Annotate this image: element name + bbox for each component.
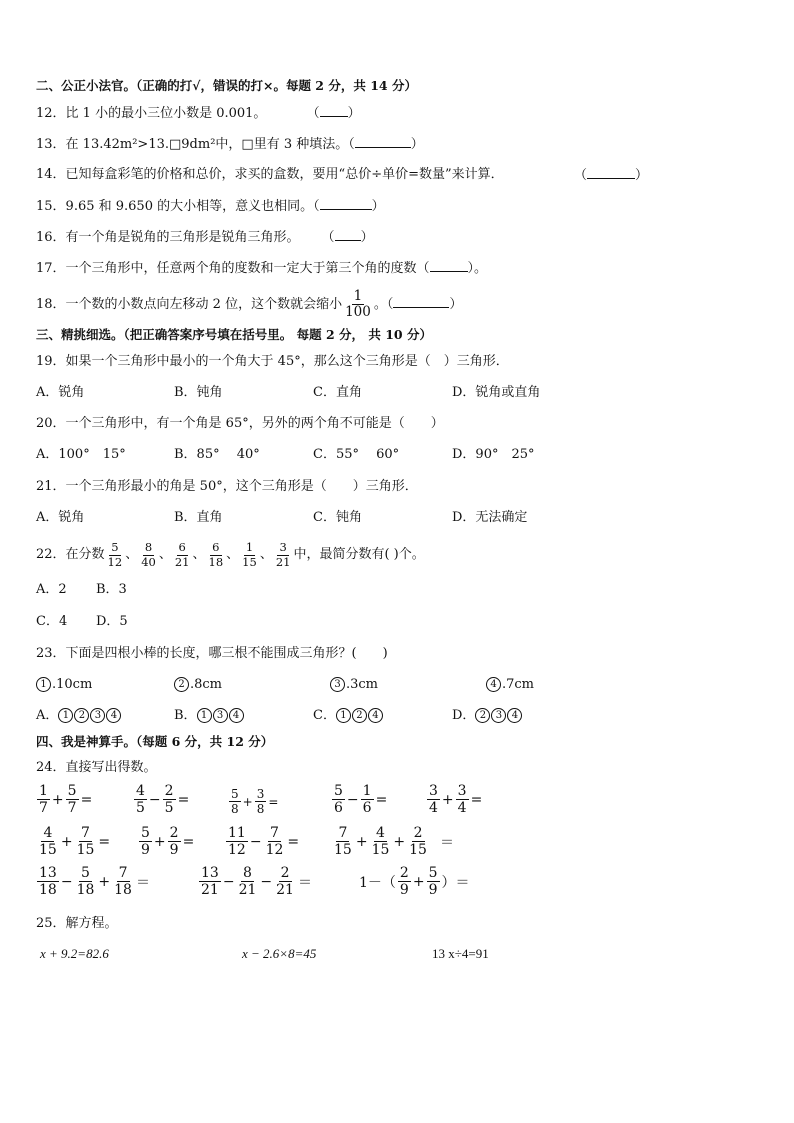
q22-option-d[interactable]: D．5: [96, 614, 128, 629]
q23-option-d[interactable]: D． 2 3 4: [452, 707, 523, 725]
question-14: [36, 166, 504, 184]
question-14-text: 14．已知每盒彩笔的价格和总价，求买的盒数，要用“总价÷单价=数量”来计算．: [36, 167, 504, 182]
question-13-text: 13．在 13.42m²>13.□9dm²中，□里有 3 种填法。（: [36, 137, 355, 152]
question-19: 19．如果一个三角形中最小的一个角大于 45°，那么这个三角形是（ ）三角形．: [36, 354, 509, 369]
q21-option-a[interactable]: A．锐角: [36, 510, 85, 525]
calc-2-4: $\frac{7}{15}$ + $\frac{4}{15}$ + $\frac{2}{15}$ ＝: [334, 825, 454, 858]
q23-option-a[interactable]: A． 1 2 3 4: [36, 707, 122, 725]
q22-option-b[interactable]: B．3: [96, 582, 127, 597]
q22-sep: 、: [125, 547, 139, 562]
q22-prefix: 22．在分数: [36, 547, 105, 562]
q22-option-a[interactable]: A．2: [36, 582, 67, 597]
answer-blank-13[interactable]: [355, 135, 411, 148]
q22-sep: 、: [259, 547, 273, 562]
equation-1: x + 9.2=82.6: [40, 946, 109, 961]
section-4-heading: 四、我是神算手。（每题 6 分，共 12 分）: [36, 734, 274, 749]
q19-option-c[interactable]: C．直角: [313, 385, 362, 400]
q18-tail: 。（: [373, 297, 394, 312]
q19-option-d[interactable]: D．锐角或直角: [452, 385, 541, 400]
question-24: 24．直接写出得数。: [36, 760, 157, 775]
q20-option-d[interactable]: D．90° 25°: [452, 447, 535, 462]
answer-blank-17[interactable]: [430, 259, 468, 272]
q20-option-b[interactable]: B．85° 40°: [174, 447, 260, 462]
calc-1-4: $\frac{5}{6}$ − $\frac{1}{6}$ =: [334, 783, 388, 816]
q22-fraction-6: $\frac{3}{21}$: [275, 540, 291, 569]
q22-sep: 、: [226, 547, 240, 562]
calc-3-2: $\frac{13}{21}$ − $\frac{8}{21}$ − $\frac{2}{21}$ ＝: [201, 865, 312, 898]
q22-fraction-5: $\frac{1}{15}$: [242, 540, 257, 569]
q18-fraction: $\frac{1}{100}$: [345, 287, 371, 320]
calc-1-1: $\frac{1}{7}$ + $\frac{5}{7}$ =: [39, 783, 93, 816]
q22-fraction-1: $\frac{5}{12}$: [107, 540, 123, 569]
q22-fraction-2: $\frac{8}{40}$: [141, 540, 156, 569]
calc-1-3: $\frac{5}{8}$ + $\frac{3}{8}$ =: [231, 787, 279, 816]
q14-paren-open: （: [574, 168, 588, 183]
answer-blank-18[interactable]: [393, 295, 449, 308]
q17-paren-close: ）。: [467, 261, 488, 276]
q13-paren-close: ）: [410, 137, 424, 152]
q14-paren-close: ）: [635, 168, 649, 183]
q21-option-c[interactable]: C．钝角: [313, 510, 362, 525]
q23-option-b[interactable]: B． 1 3 4: [174, 707, 245, 725]
question-18: [36, 286, 462, 324]
question-12-text: 12．比 1 小的最小三位小数是 0.001。: [36, 106, 267, 121]
q21-option-d[interactable]: D．无法确定: [452, 510, 528, 525]
answer-blank-16[interactable]: [335, 228, 361, 241]
q12-paren-open: （: [306, 106, 320, 121]
section-3-heading: 三、精挑细选。（把正确答案序号填在括号里。 每题 2 分， 共 10 分）: [36, 327, 432, 342]
q16-paren-open: （: [321, 230, 335, 245]
answer-blank-15[interactable]: [320, 197, 372, 210]
q14-answer-paren: [574, 166, 648, 185]
q23-stick-4: 4 .7cm: [486, 676, 534, 694]
question-23: 23．下面是四根小棒的长度，哪三根不能围成三角形？( ): [36, 646, 388, 661]
q20-option-a[interactable]: A．100° 15°: [36, 447, 126, 462]
q22-fraction-3: $\frac{6}{21}$: [174, 540, 190, 569]
calc-1-5: $\frac{3}{4}$ + $\frac{3}{4}$ =: [429, 783, 483, 816]
q23-stick-2: 2 .8cm: [174, 676, 222, 694]
q20-option-c[interactable]: C．55° 60°: [313, 447, 400, 462]
calc-3-1: $\frac{13}{18}$ − $\frac{5}{18}$ + $\frac{7}{18}$ ＝: [39, 865, 150, 898]
calc-1-2: $\frac{4}{5}$ − $\frac{2}{5}$ =: [136, 783, 190, 816]
calc-2-3: $\frac{11}{12}$ − $\frac{7}{12}$ =: [228, 825, 300, 858]
question-17-text: 17．一个三角形中，任意两个角的度数和一定大于第三个角的度数（: [36, 261, 430, 276]
q19-option-b[interactable]: B．钝角: [174, 385, 223, 400]
q22-option-c[interactable]: C．4: [36, 614, 68, 629]
equation-3: 13 x÷4=91: [432, 946, 489, 961]
question-13: [36, 135, 424, 154]
section-2-heading: 二、公正小法官。（正确的打√，错误的打×。每题 2 分，共 14 分）: [36, 78, 417, 93]
q16-paren-close: ）: [360, 230, 374, 245]
q22-suffix: 中，最简分数有( )个。: [293, 547, 425, 562]
question-15: [36, 197, 385, 216]
q23-stick-3: 3 .3cm: [330, 676, 378, 694]
q18-paren-close: ）: [449, 297, 463, 312]
question-25: 25．解方程。: [36, 916, 118, 931]
q21-option-b[interactable]: B．直角: [174, 510, 223, 525]
question-18-text: 18．一个数的小数点向左移动 2 位，这个数就会缩小: [36, 297, 343, 312]
question-21: 21．一个三角形最小的角是 50°，这个三角形是（ ）三角形．: [36, 479, 418, 494]
q23-option-c[interactable]: C． 1 2 4: [313, 707, 384, 725]
answer-blank-14[interactable]: [587, 166, 635, 179]
question-12: [36, 104, 361, 123]
q22-sep: 、: [192, 547, 206, 562]
calc-2-2: $\frac{5}{9}$ + $\frac{2}{9}$ =: [141, 825, 195, 858]
question-20: 20．一个三角形中，有一个角是 65°，另外的两个角不可能是（ ）: [36, 416, 444, 431]
q12-paren-close: ）: [347, 106, 361, 121]
q15-paren-close: ）: [371, 199, 385, 214]
calc-2-1: $\frac{4}{15}$ + $\frac{7}{15}$ =: [39, 825, 111, 858]
question-16: [36, 228, 374, 247]
calc-3-3: 1－（ $\frac{2}{9}$ + $\frac{5}{9}$ ）＝: [359, 865, 470, 898]
question-22: [36, 536, 425, 574]
question-15-text: 15．9.65 和 9.650 的大小相等，意义也相同。（: [36, 199, 320, 214]
q23-stick-1: 1 .10cm: [36, 676, 92, 694]
question-17: [36, 259, 487, 278]
q19-option-a[interactable]: A．锐角: [36, 385, 85, 400]
equation-2: x − 2.6×8=45: [242, 946, 317, 961]
answer-blank-12[interactable]: [320, 104, 348, 117]
q22-sep: 、: [158, 547, 172, 562]
q22-fraction-4: $\frac{6}{18}$: [208, 540, 224, 569]
question-16-text: 16．有一个角是锐角的三角形是锐角三角形。: [36, 230, 300, 245]
